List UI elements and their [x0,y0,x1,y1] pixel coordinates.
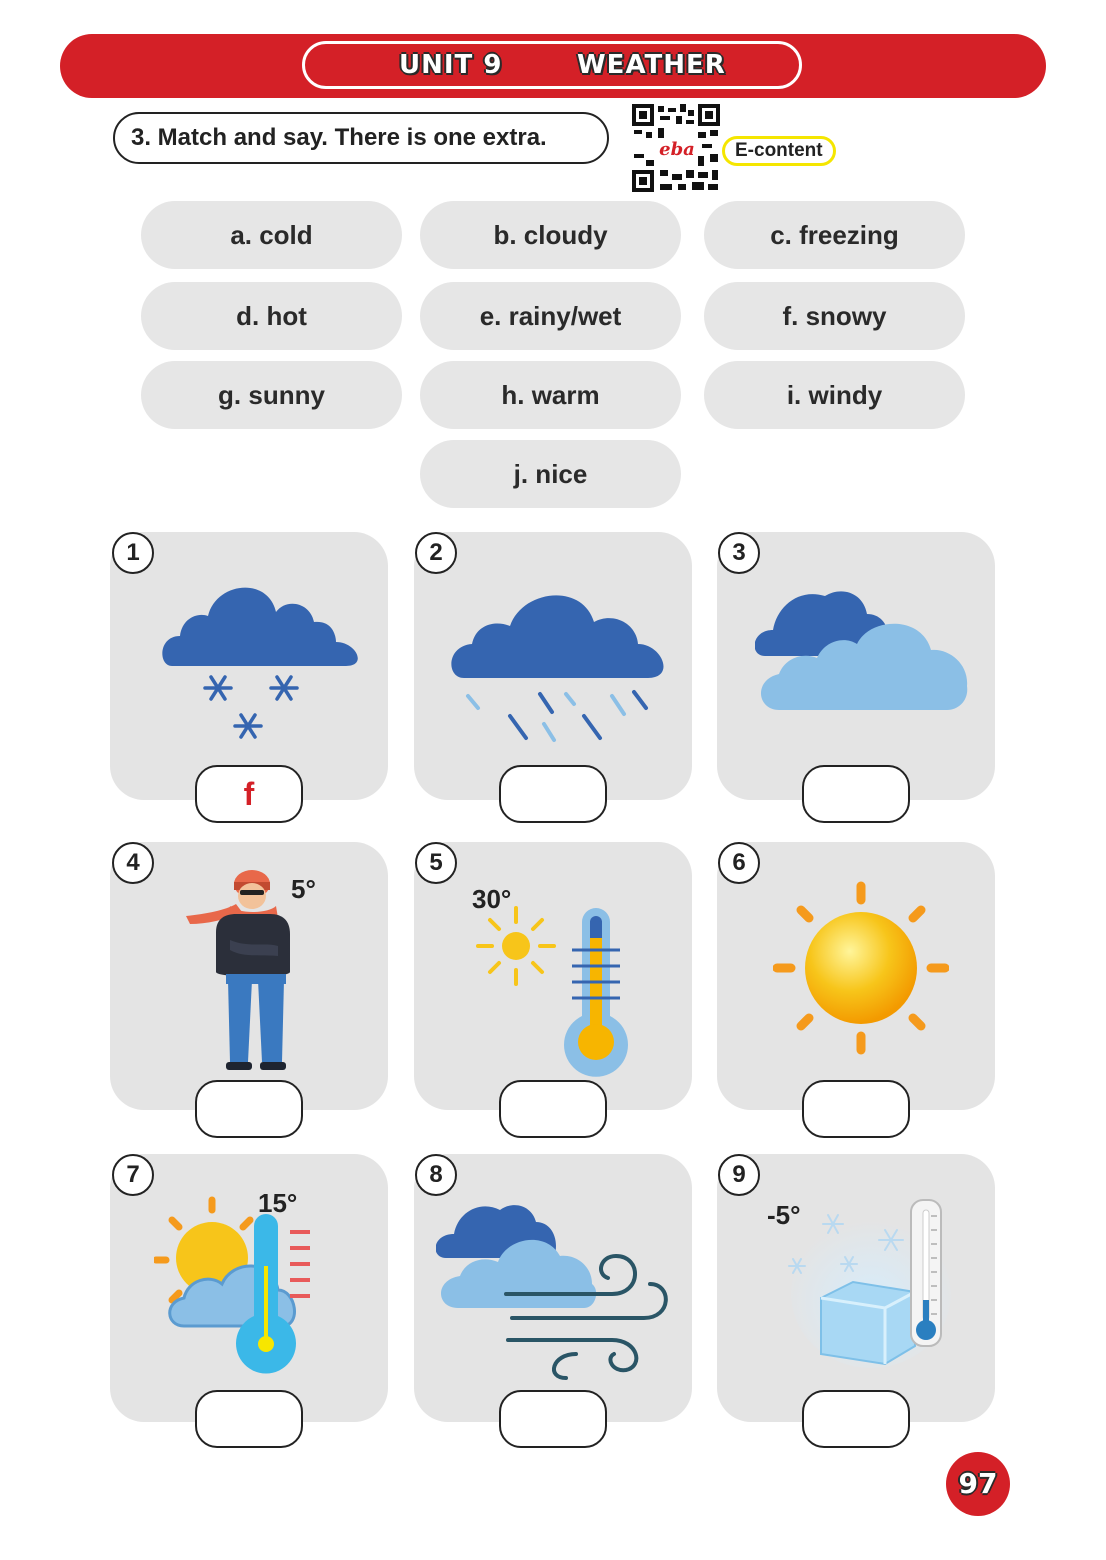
picture-card-8 [414,1154,692,1422]
word-option-g[interactable]: g. sunny [141,361,402,429]
picture-card-4 [110,842,388,1110]
unit-label: UNIT 9 [399,50,503,80]
snow-cloud-icon [158,576,364,748]
picture-card-3 [717,532,995,800]
temperature-label-5: 30° [472,884,512,914]
temperature-label-4: 5° [291,874,316,904]
freezing-ice-icon [787,1196,955,1372]
picture-card-7 [110,1154,388,1422]
topic-label: WEATHER [577,50,726,80]
word-option-i[interactable]: i. windy [704,361,965,429]
answer-box-6[interactable] [802,1080,910,1138]
wind-icon [436,1200,676,1380]
picture-card-9 [717,1154,995,1422]
small-sun-icon [470,902,570,992]
sun-icon [773,880,949,1056]
eba-logo-text: eba [659,139,695,160]
word-option-j[interactable]: j. nice [420,440,681,508]
picture-card-2 [414,532,692,800]
card-number-9: 9 [718,1154,760,1196]
card-number-6: 6 [718,842,760,884]
card-number-1: 1 [112,532,154,574]
card-number-2: 2 [415,532,457,574]
word-option-e[interactable]: e. rainy/wet [420,282,681,350]
word-option-d[interactable]: d. hot [141,282,402,350]
page-number: 97 [946,1452,1010,1516]
hot-thermometer-icon [560,908,632,1078]
word-option-a[interactable]: a. cold [141,201,402,269]
card-number-8: 8 [415,1154,457,1196]
answer-box-2[interactable] [499,765,607,823]
header-title-pill [302,41,802,89]
picture-card-1 [110,532,388,800]
answer-box-5[interactable] [499,1080,607,1138]
answer-box-3[interactable] [802,765,910,823]
temperature-label-7: 15° [258,1188,298,1218]
e-content-badge[interactable]: E-content [722,136,836,166]
warm-thermometer-icon [232,1212,312,1378]
word-option-f[interactable]: f. snowy [704,282,965,350]
rain-cloud-icon [448,582,670,752]
temperature-label-9: -5° [767,1200,801,1230]
answer-box-4[interactable] [195,1080,303,1138]
card-number-7: 7 [112,1154,154,1196]
word-option-h[interactable]: h. warm [420,361,681,429]
qr-code-icon[interactable] [632,104,720,192]
answer-box-7[interactable] [195,1390,303,1448]
cold-person-icon [186,862,306,1078]
card-number-3: 3 [718,532,760,574]
exercise-instruction: 3. Match and say. There is one extra. [113,112,609,164]
picture-card-5 [414,842,692,1110]
clouds-icon [755,588,969,714]
answer-box-8[interactable] [499,1390,607,1448]
answer-box-1[interactable]: f [195,765,303,823]
word-option-b[interactable]: b. cloudy [420,201,681,269]
word-option-c[interactable]: c. freezing [704,201,965,269]
card-number-4: 4 [112,842,154,884]
picture-card-6 [717,842,995,1110]
card-number-5: 5 [415,842,457,884]
answer-box-9[interactable] [802,1390,910,1448]
